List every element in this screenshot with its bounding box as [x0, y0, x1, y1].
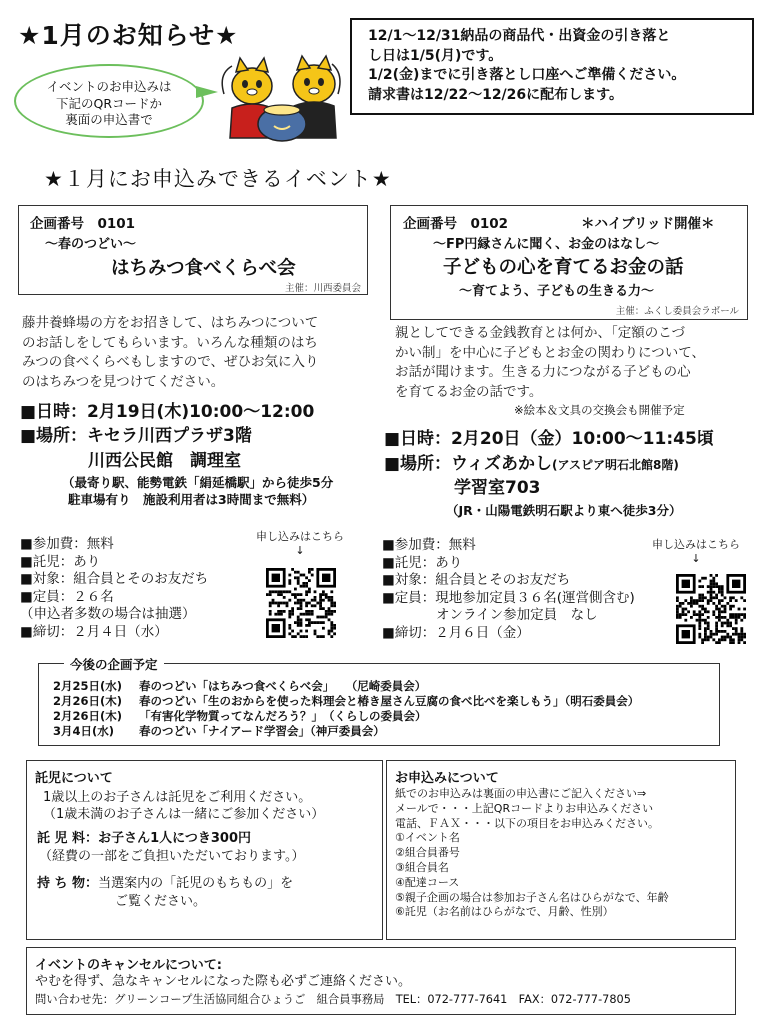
notice-line: し日は1/5(月)です。: [368, 47, 503, 64]
event2-hybrid-badge: ＊ハイブリッド開催＊: [581, 216, 715, 232]
cancel-heading: イベントのキャンセルについて:: [35, 958, 222, 973]
notice-line: 12/1～12/31納品の商品代・出資金の引き落と: [368, 28, 671, 44]
apply-line: メールで・・・上記QRコードよりお申込みください: [395, 801, 654, 815]
info-item: ■締切：２月４日（水）: [20, 623, 168, 640]
description-line: のお話しをしてもらいます。いろんな種類のはち: [22, 334, 318, 351]
future-row: 2月26日(木) 「有害化学物質ってなんだろう？」 （くらしの委員会）: [53, 709, 427, 723]
future-row: 2月25日(水) 春のつどい「はちみつ食べくらべ会」 （尼崎委員会）: [53, 679, 427, 693]
apply-line: ②組合員番号: [395, 846, 460, 860]
qr-label-text: 申し込みはこちら: [652, 538, 740, 551]
description-line: 藤井養蜂場の方をお招きして、はちみつについて: [22, 315, 319, 331]
childcare-heading: 託児について: [35, 771, 113, 786]
info-item: ■託児：あり: [20, 553, 101, 570]
squirrel-mascot-illustration: [218, 54, 344, 144]
bubble-line: イベントのお申込みは: [46, 79, 172, 94]
down-arrow-icon: ↓: [295, 544, 305, 557]
description-line: お話が聞けます。生きる力につながる子どもの心: [395, 364, 691, 380]
info-item: ■参加費：無料: [382, 537, 476, 553]
childcare-items-value: 当選案内の「託児のもちもの」を: [98, 876, 294, 891]
info-item: ■託児：あり: [382, 554, 463, 571]
info-item: ■定員：２６名: [20, 588, 114, 605]
description-line: かい制」を中心に子どもとお金の関わりについて、: [395, 344, 705, 361]
apply-line: ⑤親子企画の場合は参加お子さん名はひらがなで、年齢: [395, 890, 669, 904]
childcare-items-value2: ご覧ください。: [115, 894, 207, 909]
childcare-fee-label: 託 児 料：: [37, 831, 99, 846]
info-item: ■対象：組合員とそのお友だち: [382, 572, 571, 588]
childcare-fee-note: （経費の一部をご負担いただいております。）: [39, 849, 305, 864]
apply-line: ③組合員名: [395, 860, 449, 874]
event2-place-room: 学習室703: [454, 478, 541, 498]
event1-organizer: 主催：川西委員会: [284, 283, 361, 294]
event2-place-name: ■場所：ウィズあかし: [384, 454, 553, 474]
event2-description: [395, 324, 705, 402]
apply-list: [395, 787, 669, 920]
event1-parking: 駐車場有り 施設利用者は3時間まで無料）: [68, 492, 315, 507]
notice-line: 1/2(金)までに引き落とし口座へご準備ください。: [368, 67, 686, 83]
apply-panel: [386, 760, 736, 940]
apply-heading: お申込みについて: [395, 771, 499, 786]
event1-subtitle: ～春のつどい～: [45, 237, 137, 252]
info-item: ■定員：現地参加定員３６名(運営側含む): [382, 589, 635, 606]
event1-access: （最寄り駅、能勢電鉄「絹延橋駅」から徒歩5分: [62, 475, 334, 490]
apply-line: ①イベント名: [395, 831, 460, 845]
event2-place: [384, 452, 679, 477]
future-row: 3月4日(水) 春のつどい「ナイアード学習会」（神戸委員会）: [53, 724, 385, 738]
event2-qr-code[interactable]: [676, 574, 746, 644]
payment-notice: [350, 18, 754, 115]
info-item: ■締切：２月６日（金）: [382, 624, 530, 641]
page-title: ★1月のお知らせ★: [18, 21, 239, 50]
event2-info-list: [382, 537, 635, 642]
event2-access: （JR・山陽電鉄明石駅より東へ徒歩3分）: [446, 503, 682, 518]
event1-info-list: [20, 536, 208, 641]
notice-line: 請求書は12/22～12/26に配布します。: [368, 86, 624, 103]
event1-qr-code[interactable]: [266, 568, 336, 638]
event2-header-box: [390, 205, 748, 320]
event2-note: ※絵本＆文具の交換会も開催予定: [514, 403, 685, 417]
info-item: オンライン参加定員 なし: [382, 607, 598, 623]
description-line: 親としてできる金銭教育とは何か、「定額のこづ: [395, 325, 685, 341]
event1-header-box: [18, 205, 368, 295]
childcare-line: （1歳未満のお子さんは一緒にご参加ください）: [43, 807, 325, 822]
info-item: （申込者多数の場合は抽選）: [20, 606, 196, 622]
future-plans-heading: 今後の企画予定: [64, 655, 164, 673]
childcare-line: 1歳以上のお子さんは託児をご利用ください。: [43, 790, 312, 805]
event1-place-room: 川西公民館 調理室: [88, 451, 241, 471]
apply-line: 紙でのお申込みは裏面の申込書にご記入ください⇒: [395, 787, 647, 800]
event2-organizer: 主催：ふくし委員会ラボール: [615, 306, 739, 317]
future-plans-box: [38, 663, 720, 746]
childcare-items-label: 持 ち 物：: [37, 876, 99, 891]
event2-qr-label: [636, 538, 756, 566]
event2-tagline: ～育てよう、子どもの生きる力～: [459, 284, 655, 299]
childcare-fee-value: お子さん1人につき300円: [98, 831, 251, 846]
childcare-panel: [26, 760, 383, 940]
cancel-panel: [26, 947, 736, 1015]
qr-label-text: 申し込みはこちら: [256, 530, 344, 543]
future-list: [53, 679, 639, 739]
apply-line: ④配達コース: [395, 875, 460, 889]
info-item: ■対象：組合員とそのお友だち: [20, 571, 209, 587]
event2-subtitle: ～FP円縁さんに聞く、お金のはなし～: [433, 237, 660, 252]
cancel-line: やむを得ず、急なキャンセルになった際も必ずご連絡ください。: [35, 974, 411, 989]
event2-place-building: (アスピア明石北館8階): [552, 458, 679, 472]
event1-title: はちみつ食べくらべ会: [111, 258, 296, 279]
info-item: ■参加費：無料: [20, 536, 114, 552]
description-line: のはちみつを見つけてください。: [22, 373, 225, 390]
speech-bubble-tail: [196, 86, 218, 98]
apply-line: 電話、ＦＡＸ・・・以下の項目をお申込みください。: [395, 816, 659, 830]
contact-line: 問い合わせ先：グリーンコープ生活協同組合ひょうご 組合員事務局 TEL：072-777-7641 FAX：072-777-7805: [35, 993, 631, 1006]
event1-number: 企画番号 0101: [30, 216, 136, 232]
down-arrow-icon: ↓: [691, 552, 701, 565]
event1-description: [22, 314, 318, 392]
bubble-line: 裏面の申込書で: [65, 112, 153, 127]
description-line: を育てるお金の話です。: [395, 383, 543, 400]
description-line: みつの食べくらべもしますので、ぜひお気に入り: [22, 354, 319, 370]
childcare-fee: [37, 830, 251, 847]
childcare-items: [37, 875, 293, 892]
event1-datetime: ■日時：2月19日(木)10:00～12:00: [20, 402, 315, 422]
events-heading: ★１月にお申込みできるイベント★: [44, 167, 392, 191]
future-row: 2月26日(木) 春のつどい「生のおからを使った料理会と椿き屋さん豆腐の食べ比べを楽しもう」（明石委員会）: [53, 694, 640, 708]
apply-line: ⑥託児（お名前はひらがなで、月齢、性別）: [395, 905, 614, 919]
event2-title: 子どもの心を育てるお金の話: [443, 257, 684, 278]
speech-bubble: [14, 64, 204, 138]
event1-place: ■場所：キセラ川西プラザ3階: [20, 426, 252, 446]
bubble-line: 下記のQRコードか: [55, 95, 163, 111]
event2-number: 企画番号 0102: [403, 216, 509, 232]
event2-datetime: ■日時：2月20日（金）10:00～11:45頃: [384, 429, 714, 449]
event1-qr-label: [240, 530, 360, 558]
